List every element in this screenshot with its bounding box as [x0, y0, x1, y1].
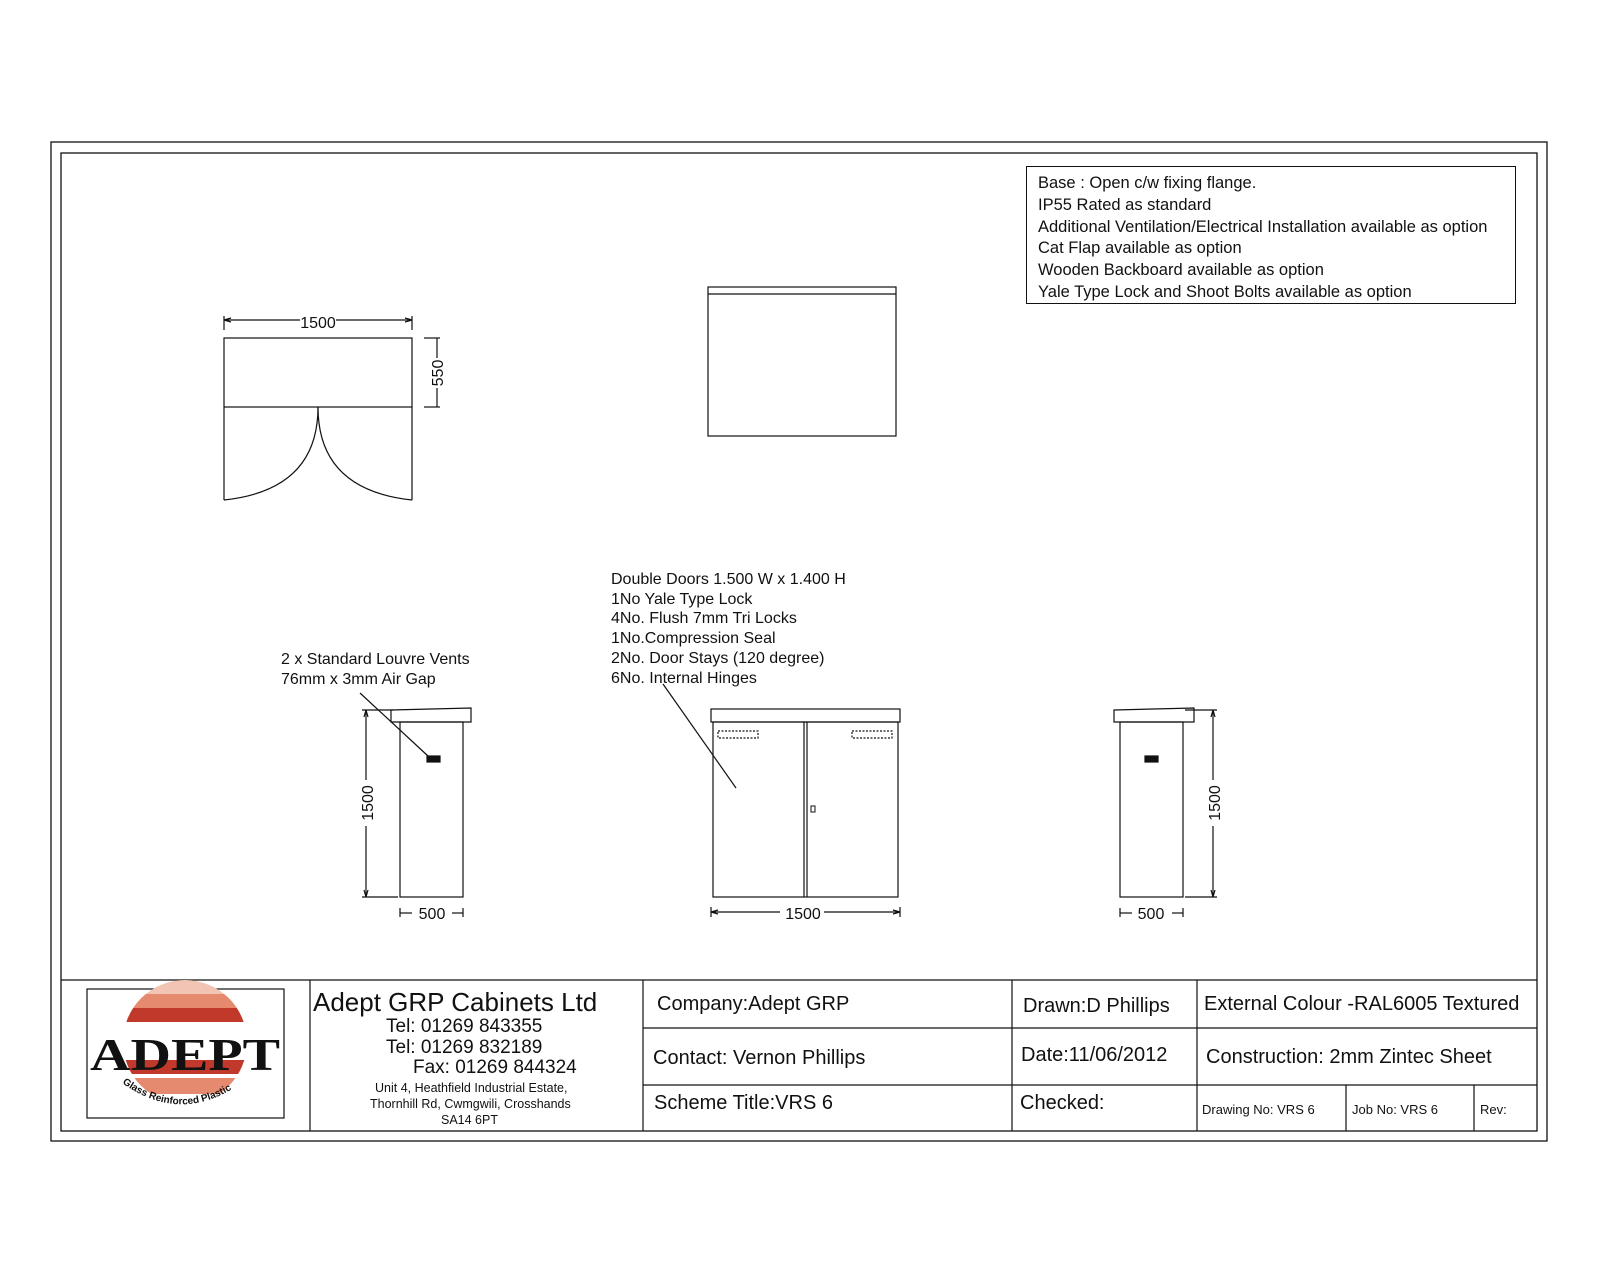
vents-note-line: 76mm x 3mm Air Gap	[281, 670, 436, 688]
company-tel-1: Tel: 01269 843355	[386, 1016, 543, 1037]
front-right-vent	[852, 731, 892, 738]
note-line: Additional Ventilation/Electrical Installation available as option	[1038, 217, 1488, 236]
plan-view	[224, 316, 440, 500]
company-name: Adept GRP Cabinets Ltd	[313, 987, 598, 1017]
top-view	[708, 287, 896, 436]
company-address-2: Thornhill Rd, Cwmgwili, Crosshands	[370, 1097, 571, 1111]
note-line: Wooden Backboard available as option	[1038, 261, 1324, 280]
external-colour-field: External Colour -RAL6005 Textured	[1204, 993, 1520, 1015]
construction-field: Construction: 2mm Zintec Sheet	[1206, 1046, 1492, 1068]
note-line: IP55 Rated as standard	[1038, 195, 1212, 214]
left-side-height-dim: 1500	[360, 785, 377, 821]
left-side-width-dim: 500	[418, 906, 446, 923]
contact-field: Contact: Vernon Phillips	[653, 1047, 866, 1069]
job-no-field: Job No: VRS 6	[1352, 1102, 1438, 1117]
doors-note-line: 1No.Compression Seal	[611, 630, 776, 648]
doors-note-line: 6No. Internal Hinges	[611, 669, 757, 687]
doors-note-line: 2No. Door Stays (120 degree)	[611, 649, 825, 667]
vents-note	[281, 650, 470, 689]
company-address-1: Unit 4, Heathfield Industrial Estate,	[375, 1081, 568, 1095]
note-line: Yale Type Lock and Shoot Bolts available as option	[1038, 282, 1412, 301]
doors-note-line: Double Doors 1.500 W x 1.400 H	[611, 571, 846, 588]
logo-word: ADEPT	[90, 1029, 280, 1080]
left-louvre-vent	[427, 756, 440, 762]
company-fax: Fax: 01269 844324	[413, 1057, 577, 1078]
doors-note-line: 1No Yale Type Lock	[611, 590, 753, 608]
doors-note	[611, 570, 846, 688]
notes-box	[1026, 166, 1516, 304]
plan-depth-dim: 550	[430, 359, 447, 387]
right-side-elevation	[1114, 708, 1217, 917]
rev-field: Rev:	[1480, 1102, 1507, 1117]
note-line: Base : Open c/w fixing flange.	[1038, 174, 1257, 192]
company-postcode: SA14 6PT	[441, 1113, 498, 1127]
drawn-field: Drawn:D Phillips	[1023, 995, 1170, 1017]
date-field: Date:11/06/2012	[1021, 1044, 1168, 1066]
checked-field: Checked:	[1020, 1092, 1105, 1114]
doors-note-line: 4No. Flush 7mm Tri Locks	[611, 610, 797, 628]
front-left-vent	[718, 731, 758, 738]
scheme-title-field: Scheme Title:VRS 6	[654, 1092, 833, 1114]
company-tel-2: Tel: 01269 832189	[386, 1037, 543, 1058]
note-line: Cat Flap available as option	[1038, 239, 1242, 258]
vents-note-line: 2 x Standard Louvre Vents	[281, 651, 470, 668]
front-elevation	[663, 684, 900, 917]
right-side-width-dim: 500	[1137, 906, 1165, 923]
company-field: Company:Adept GRP	[657, 993, 850, 1015]
logo-tagline: Glass Reinforced Plastic	[120, 1076, 234, 1108]
drawing-no-field: Drawing No: VRS 6	[1202, 1102, 1315, 1117]
door-lock	[811, 806, 815, 812]
front-width-dim: 1500	[785, 906, 821, 923]
adept-logo	[90, 978, 280, 1107]
right-side-height-dim: 1500	[1207, 785, 1224, 821]
plan-width-dim: 1500	[300, 315, 336, 332]
right-louvre-vent	[1145, 756, 1158, 762]
